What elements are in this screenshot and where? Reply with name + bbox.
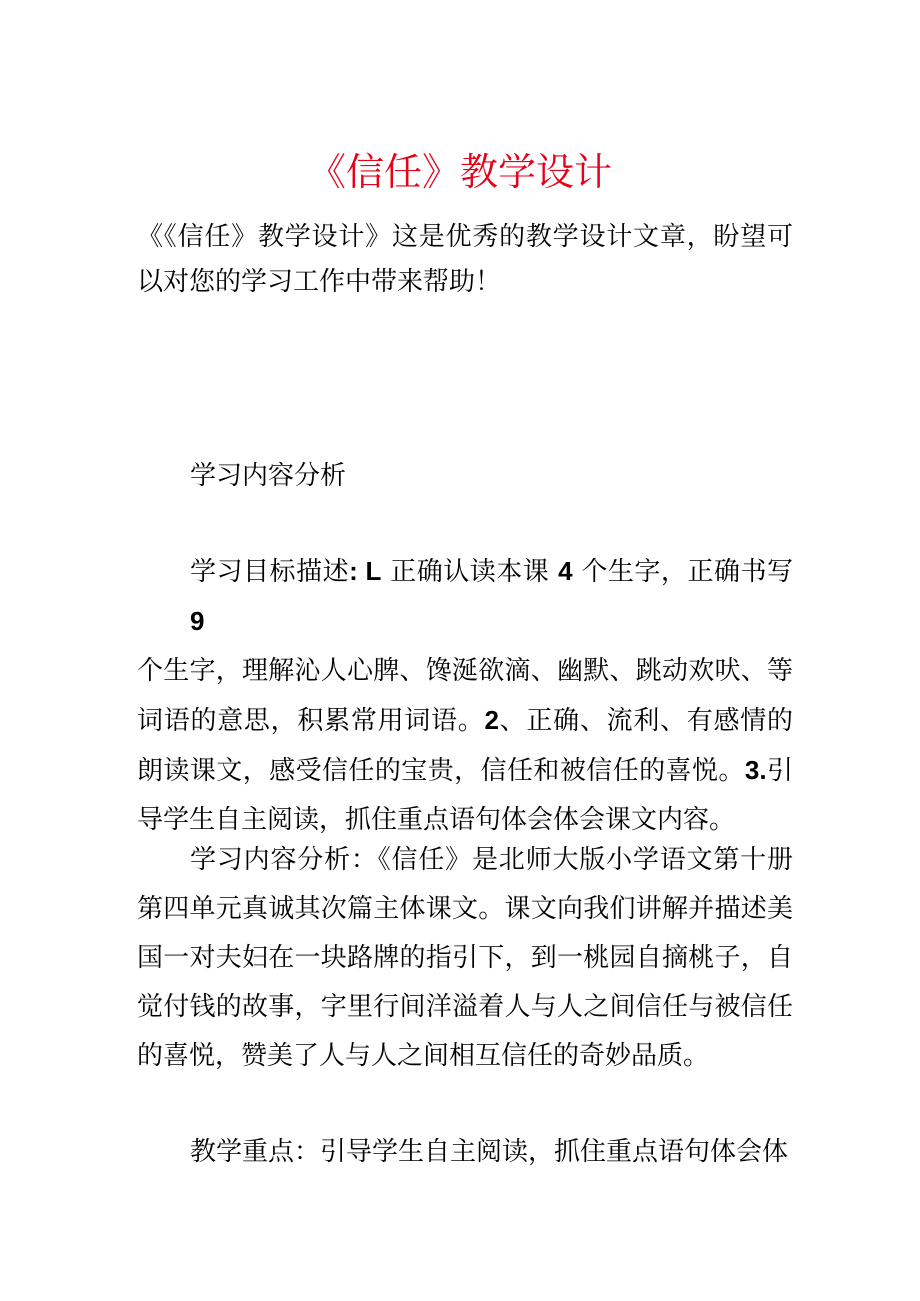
text-line bbox=[137, 885, 793, 934]
bold-number-run: : L bbox=[349, 556, 382, 586]
text-line bbox=[137, 696, 793, 746]
bold-number-run: 4 bbox=[558, 556, 573, 586]
bold-number-run: 3. bbox=[744, 755, 767, 785]
text-line bbox=[137, 215, 793, 260]
content-analysis-paragraph bbox=[137, 836, 793, 1081]
text-run: 国一对夫妇在一块路牌的指引下，到一桃园自摘桃子，自 bbox=[137, 943, 793, 973]
intro-paragraph bbox=[137, 215, 793, 305]
text-run: 个生字，正确书写 bbox=[572, 557, 794, 587]
text-run: 引 bbox=[766, 756, 793, 786]
text-line bbox=[137, 260, 793, 305]
section-heading-text: 学习内容分析 bbox=[190, 461, 347, 491]
text-run: 以对您的学习工作中带来帮助！ bbox=[137, 267, 502, 297]
text-run: 朗读课文，感受信任的宝贵，信任和被信任的喜悦。 bbox=[137, 756, 745, 786]
text-run: 词语的意思，积累常用词语。 bbox=[137, 706, 485, 736]
text-run: 教学重点：引导学生自主阅读，抓住重点语句体会体 bbox=[190, 1137, 789, 1167]
text-line bbox=[137, 934, 793, 983]
text-line bbox=[137, 547, 793, 647]
text-run: 的喜悦，赞美了人与人之间相互信任的奇妙品质。 bbox=[137, 1041, 710, 1071]
text-run: 第四单元真诚其次篇主体课文。课文向我们讲解并描述美 bbox=[137, 894, 793, 924]
bold-number-run: 9 bbox=[190, 606, 205, 636]
text-run: 学习内容分析：《信任》是北师大版小学语文第十册 bbox=[190, 845, 793, 875]
text-run: 觉付钱的故事，字里行间洋溢着人与人之间信任与被信任 bbox=[137, 992, 793, 1022]
text-run: 学习目标描述 bbox=[190, 557, 350, 587]
text-line bbox=[137, 746, 793, 796]
text-run: 《《信任》教学设计》这是优秀的教学设计文章，盼望可 bbox=[137, 222, 793, 252]
text-run: 个生字，理解沁人心脾、馋涎欲滴、幽默、跳动欢吠、等 bbox=[137, 656, 793, 686]
text-run: 导学生自主阅读，抓住重点语句体会体会课文内容。 bbox=[137, 805, 736, 835]
section-heading bbox=[137, 452, 793, 501]
learning-objectives-paragraph bbox=[137, 547, 793, 845]
teaching-focus-paragraph bbox=[137, 1128, 793, 1177]
text-line bbox=[137, 1032, 793, 1081]
document-title: 《信任》教学设计 bbox=[307, 150, 612, 194]
text-line bbox=[137, 1128, 793, 1177]
text-line bbox=[137, 983, 793, 1032]
text-line bbox=[137, 836, 793, 885]
text-line bbox=[137, 647, 793, 696]
text-run: 、正确、流利、有感情的 bbox=[498, 706, 793, 736]
text-run: 正确认读本课 bbox=[381, 557, 559, 587]
bold-number-run: 2 bbox=[484, 705, 499, 735]
